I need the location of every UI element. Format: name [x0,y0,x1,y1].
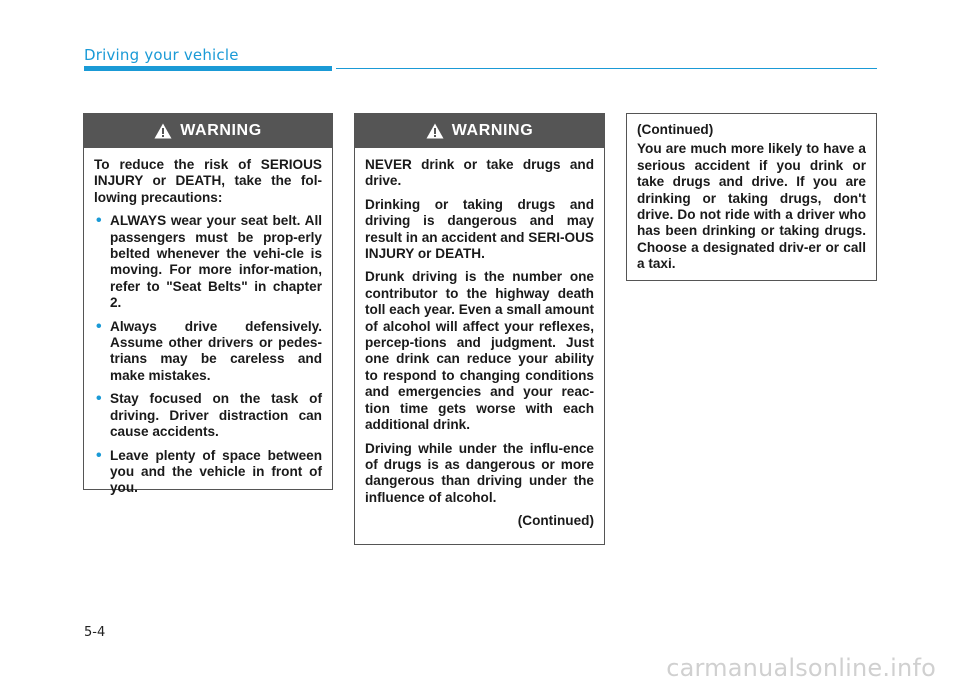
warning-header [84,114,332,148]
warning-paragraph: Drinking or taking drugs and driving is dangerous and may result in an accident and SERI-OUS INJURY or DEATH. [365,196,594,262]
warning-body [84,148,332,497]
warning-paragraph: NEVER drink or take drugs and drive. [365,157,594,189]
continued-body [627,114,876,273]
continued-box [626,113,877,281]
continued-text: You are much more likely to have a serious accident if you drink or take drugs and drive. If you are drinking or taking drugs, don't drive. Do not ride with a driver who has been drinking or taking drugs. Choose a designated driv-er or call a taxi. [637,141,866,272]
list-item: • Stay focused on the task of driving. Driver distraction can cause accidents. [94,391,322,440]
list-item: • ALWAYS wear your seat belt. All passengers must be prop-erly belted whenever the vehi-cle is moving. For more infor-mation, refer to "Seat Belts" in chapter 2. [94,213,322,311]
watermark: carmanualsonline.info [666,654,936,682]
warning-triangle-icon [426,123,444,139]
continued-heading: (Continued) [637,122,714,137]
warning-heading: WARNING [180,122,262,139]
warning-box-drinking [354,113,605,545]
section-title: Driving your vehicle [84,46,239,64]
warning-paragraph: Drunk driving is the number one contributor to the highway death toll each year. Even a small amount of alcohol will affect your reflexes, percep-tions and judgment. Just one drink can reduce your ability to respond to changing conditions and emergencies and your reac-tion time gets worse with each additional drink. [365,269,594,433]
warning-body [355,148,604,530]
warning-header [355,114,604,148]
continued-label: (Continued) [517,513,594,529]
warning-heading: WARNING [451,122,534,139]
warning-box-precautions [83,113,333,496]
warning-intro: To reduce the risk of SERIOUS INJURY or DEATH, take the fol-lowing precautions: [94,157,322,205]
warning-paragraph: Driving while under the influ-ence of drugs is as dangerous or more dangerous than driving under the influence of alcohol. [365,440,594,505]
list-item: • Always drive defensively. Assume other drivers or pedes-trians may be careless and make mistakes. [94,319,322,385]
warning-triangle-icon [154,123,172,139]
header-rule-thin [336,68,877,69]
list-item: • Leave plenty of space between you and the vehicle in front of you. [94,448,322,497]
page-number: 5-4 [84,625,106,640]
precaution-list [94,213,322,497]
header-rule-thick [84,66,332,71]
